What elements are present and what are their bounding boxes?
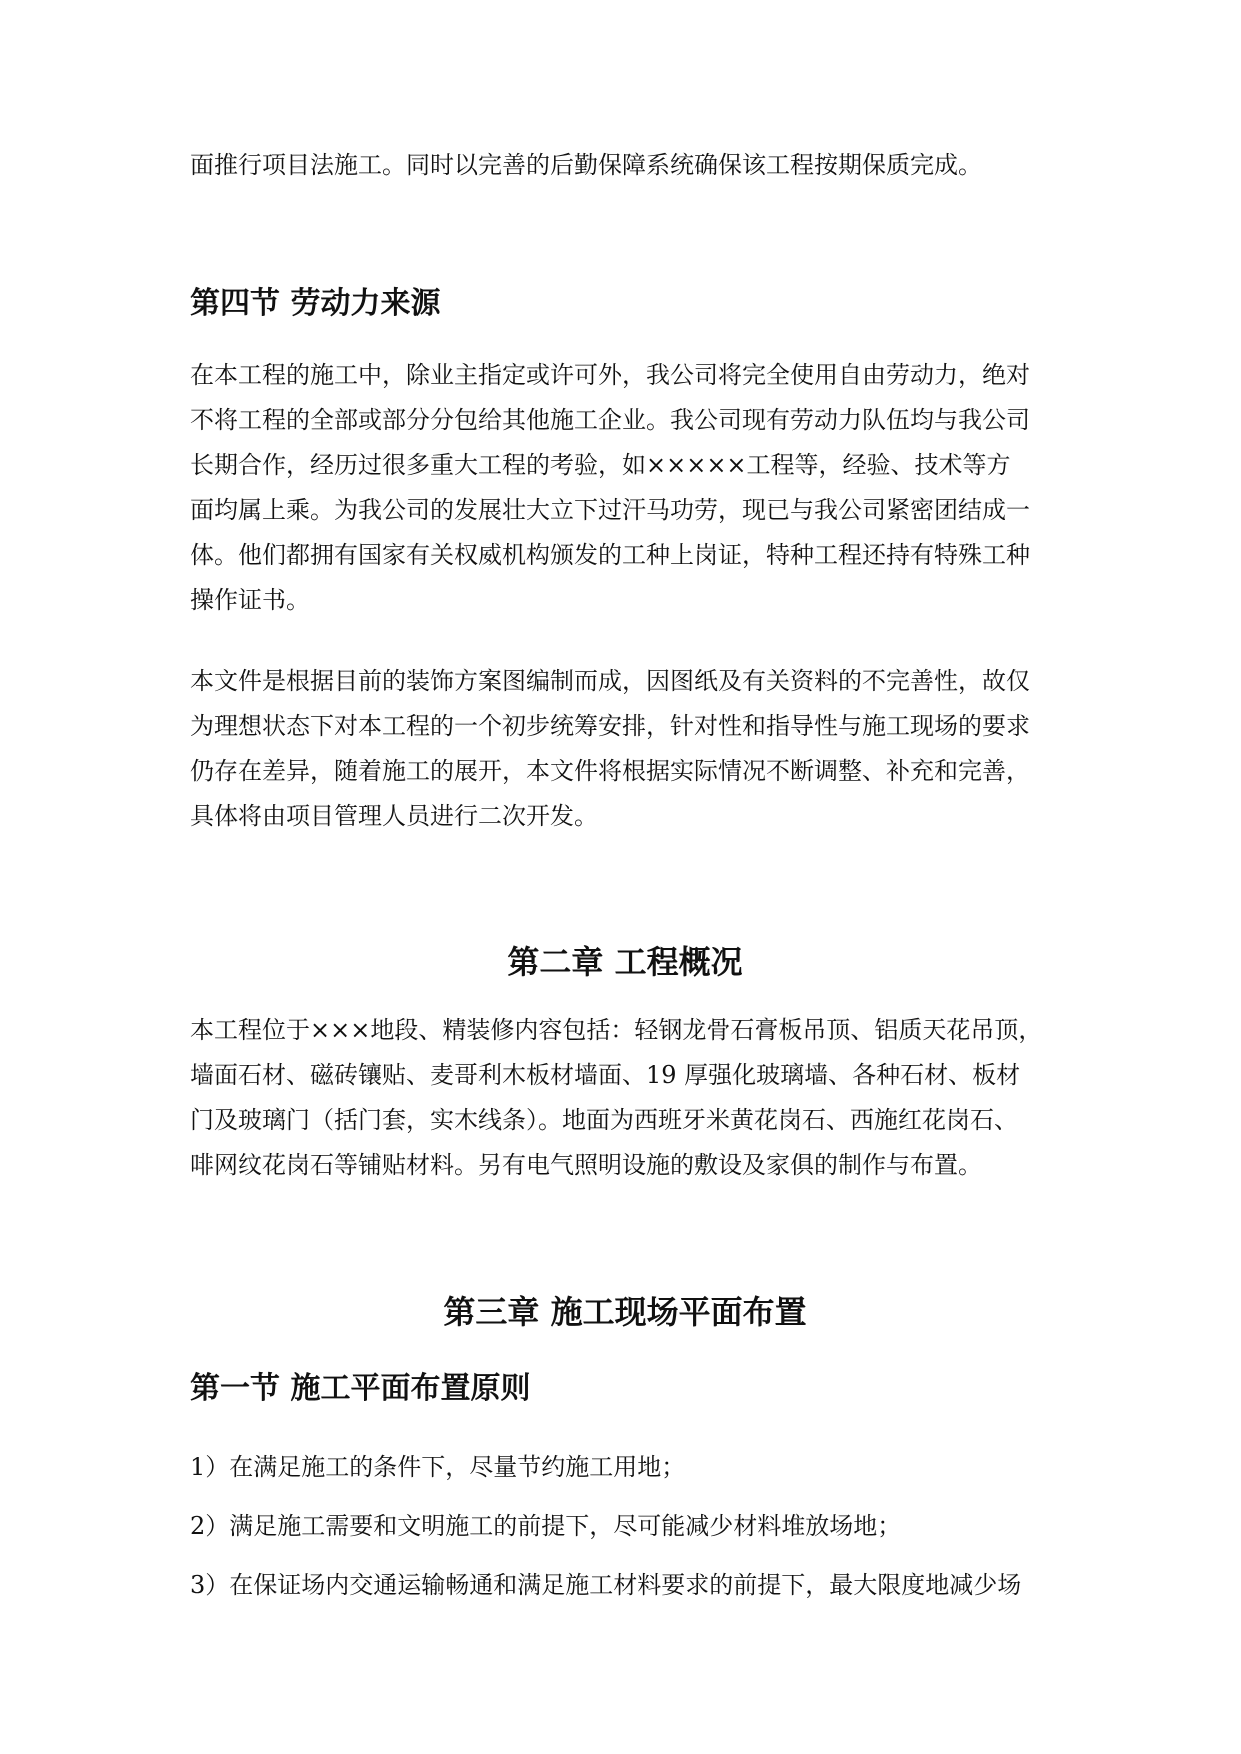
text-line: 具体将由项目管理人员进行二次开发。	[190, 802, 598, 830]
section-heading-layout-principles	[190, 1369, 1060, 1409]
section-title: 第四节 劳动力来源	[190, 286, 441, 321]
layout-principles-list	[190, 1438, 1060, 1615]
text-line: 长期合作，经历过很多重大工程的考验，如×××××工程等，经验、技术等方	[190, 451, 1011, 479]
project-overview-paragraph	[190, 1008, 1060, 1188]
text-line: 墙面石材、磁砖镶贴、麦哥利木板材墙面、19 厚强化玻璃墙、各种石材、板材	[190, 1061, 1021, 1089]
text-line: 体。他们都拥有国家有关权威机构颁发的工种上岗证，特种工程还持有特殊工种	[190, 541, 1030, 569]
text-line: 在本工程的施工中，除业主指定或许可外，我公司将完全使用自由劳动力，绝对	[190, 361, 1030, 389]
text-line: 不将工程的全部或部分分包给其他施工企业。我公司现有劳动力队伍均与我公司	[190, 406, 1030, 434]
labor-source-paragraph	[190, 353, 1060, 623]
text-line: 本工程位于×××地段、精装修内容包括：轻钢龙骨石膏板吊顶、铝质天花吊顶，	[190, 1016, 1043, 1044]
section-heading-labor-source	[190, 284, 1060, 324]
text-line: 面推行项目法施工。同时以完善的后勤保障系统确保该工程按期保质完成。	[190, 151, 982, 179]
list-item: 2）满足施工需要和文明施工的前提下，尽可能减少材料堆放场地；	[190, 1512, 902, 1540]
chapter-heading-site-layout	[190, 1290, 1060, 1334]
text-line: 操作证书。	[190, 586, 310, 614]
list-item: 1）在满足施工的条件下，尽量节约施工用地；	[190, 1453, 686, 1481]
text-line: 为理想状态下对本工程的一个初步统筹安排，针对性和指导性与施工现场的要求	[190, 712, 1030, 740]
document-note-paragraph	[190, 659, 1060, 839]
chapter-heading-project-overview	[190, 940, 1060, 984]
text-line: 仍存在差异，随着施工的展开，本文件将根据实际情况不断调整、补充和完善，	[190, 757, 1030, 785]
chapter-title: 第三章 施工现场平面布置	[443, 1293, 807, 1331]
section-title: 第一节 施工平面布置原则	[190, 1371, 531, 1406]
text-line: 啡网纹花岗石等铺贴材料。另有电气照明设施的敷设及家俱的制作与布置。	[190, 1151, 982, 1179]
chapter-title: 第二章 工程概况	[507, 943, 743, 981]
text-line: 门及玻璃门（括门套，实木线条）。地面为西班牙米黄花岗石、西施红花岗石、	[190, 1106, 1018, 1134]
text-line: 面均属上乘。为我公司的发展壮大立下过汗马功劳，现已与我公司紧密团结成一	[190, 496, 1030, 524]
intro-paragraph	[190, 143, 1060, 188]
list-item: 3）在保证场内交通运输畅通和满足施工材料要求的前提下，最大限度地减少场	[190, 1571, 1022, 1599]
text-line: 本文件是根据目前的装饰方案图编制而成，因图纸及有关资料的不完善性，故仅	[190, 667, 1030, 695]
